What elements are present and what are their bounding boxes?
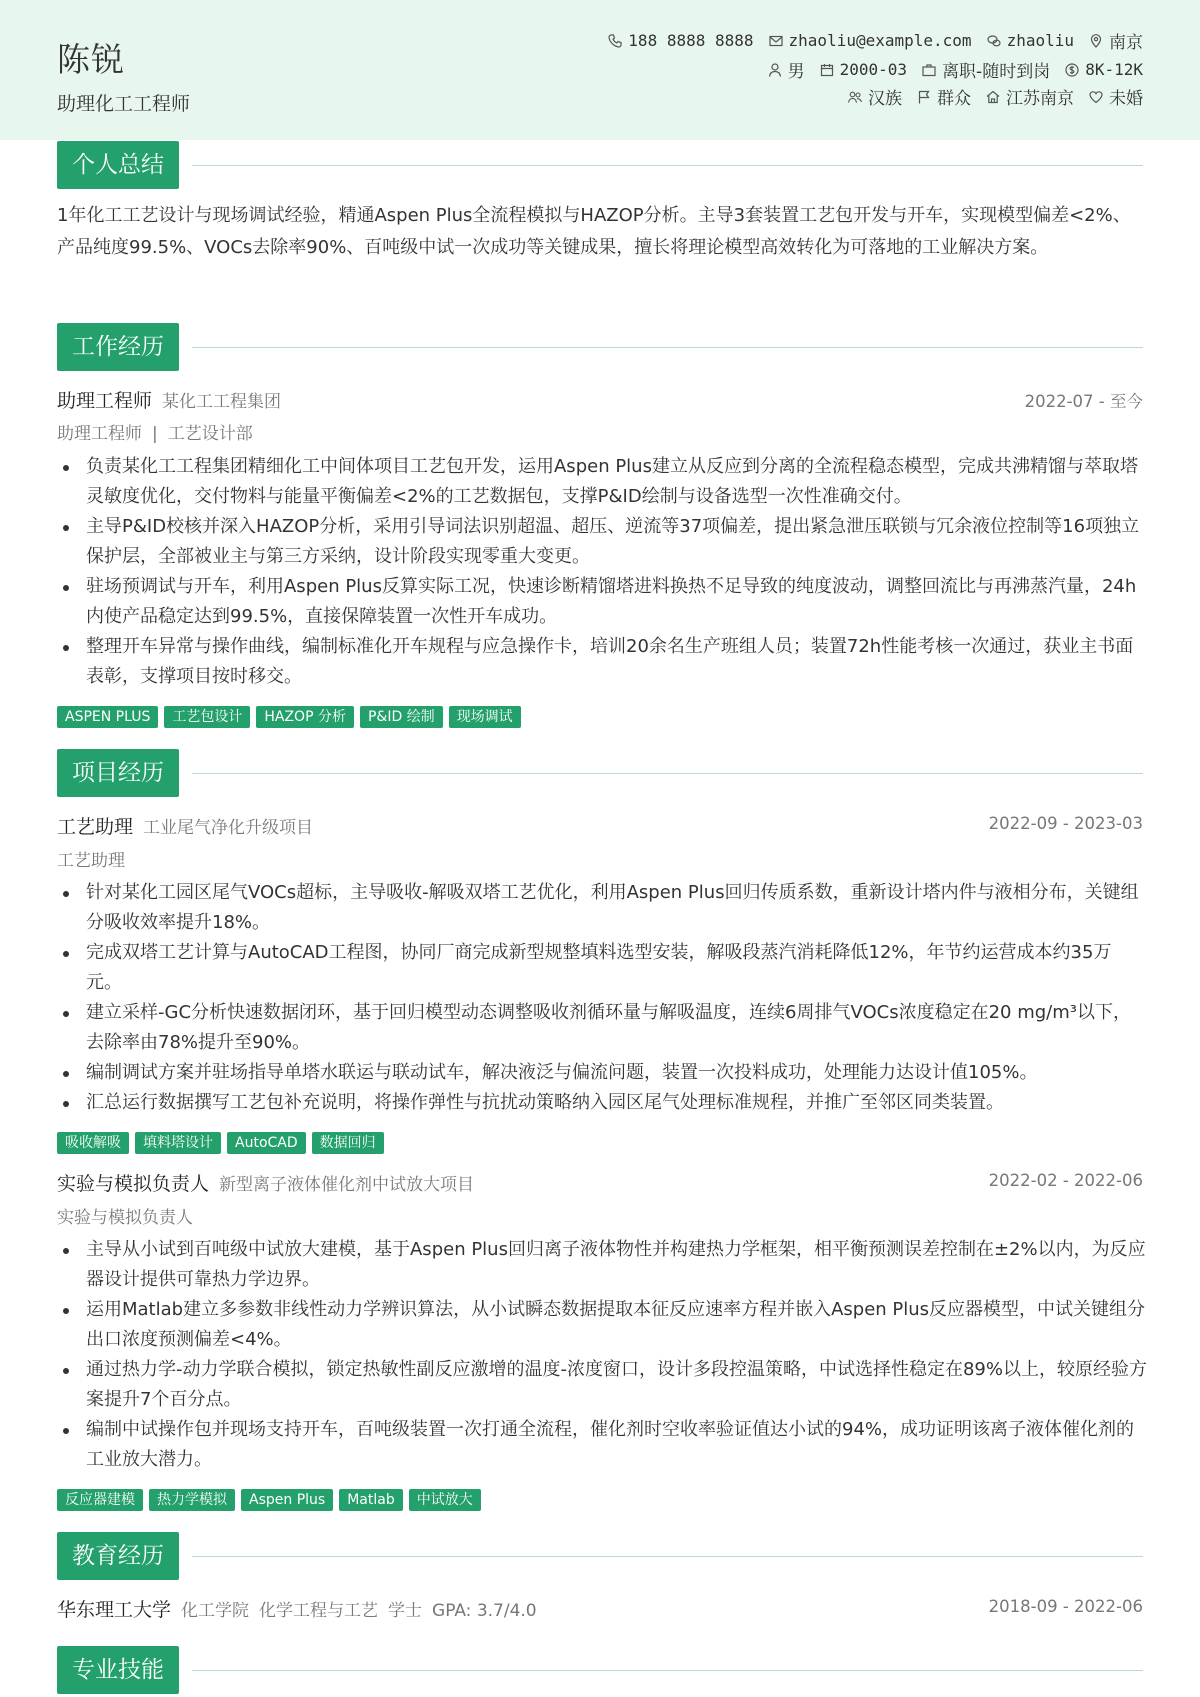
- skill-tag: 数据回归: [312, 1132, 384, 1154]
- gpa-text: GPA: 3.7/4.0: [432, 1601, 537, 1621]
- city-item: [1088, 28, 1143, 53]
- section-title: 专业技能: [57, 1646, 179, 1694]
- work-date: 2022-07 - 至今: [1024, 392, 1143, 411]
- email-item: [768, 31, 972, 50]
- work-bullets: [57, 452, 1147, 692]
- skill-tag: 工艺包设计: [164, 706, 250, 728]
- work-position: 助理工程师: [57, 390, 153, 412]
- project-date: 2022-09 - 2023-03: [988, 814, 1143, 833]
- politics-text: 群众: [937, 89, 971, 109]
- project-position: 工艺助理: [57, 816, 134, 838]
- resume-header: [0, 0, 1200, 140]
- gender-text: 男: [787, 62, 805, 82]
- gender-item: [767, 57, 805, 82]
- list-item: 整理开车异常与操作曲线，编制标准化开车规程与应急操作卡，培训20余名生产班组人员；装置72h性能考核一次通过，获业主书面表彰，支撑项目按时移交。: [57, 632, 1147, 692]
- ethnicity-text: 汉族: [868, 89, 902, 109]
- summary-text: 1年化工工艺设计与现场调试经验，精通Aspen Plus全流程模拟与HAZOP分析。主导3套装置工艺包开发与开车，实现模型偏差<2%、产品纯度99.5%、VOCs去除率90%、百吨级中试一次成功等关键成果，擅长将理论模型高效转化为可落地的工业解决方案。: [57, 205, 1131, 258]
- project-bullets: [57, 1235, 1147, 1475]
- candidate-name: 陈锐: [57, 40, 125, 79]
- project-subline: [57, 1203, 193, 1228]
- contact-row-2: [767, 57, 1143, 82]
- work-entry-head: [57, 386, 1143, 412]
- skill-tag: HAZOP 分析: [256, 706, 354, 728]
- work-company: 某化工工程集团: [162, 392, 282, 412]
- project-skill-tags: [57, 1132, 384, 1154]
- section-education: [57, 1532, 1143, 1580]
- college-name: 化工学院: [181, 1601, 250, 1621]
- salary-item: [1064, 60, 1143, 79]
- contact-row-1: [607, 28, 1143, 53]
- phone-icon: [607, 33, 623, 49]
- section-title: 项目经历: [57, 749, 179, 797]
- project-bullets: [57, 878, 1147, 1118]
- skill-tag: ASPEN PLUS: [57, 706, 158, 728]
- skill-tag: 中试放大: [409, 1489, 481, 1511]
- city-text: 南京: [1109, 33, 1143, 53]
- skill-tag: 填料塔设计: [135, 1132, 221, 1154]
- birth-text: 2000-03: [839, 60, 908, 79]
- heart-icon: [1088, 89, 1104, 105]
- work-skill-tags: [57, 706, 521, 728]
- salary-text: 8K-12K: [1085, 60, 1143, 79]
- list-item: 编制调试方案并驻场指导单塔水联运与联动试车，解决液泛与偏流问题，装置一次投料成功，处理能力达设计值105%。: [57, 1058, 1147, 1088]
- project-subline: [57, 846, 125, 871]
- work-department: 工艺设计部: [167, 424, 253, 444]
- list-item: 完成双塔工艺计算与AutoCAD工程图，协同厂商完成新型规整填料选型安装，解吸段蒸汽消耗降低12%，年节约运营成本约35万元。: [57, 938, 1147, 998]
- hometown-item: [985, 84, 1074, 109]
- briefcase-icon: [921, 62, 937, 78]
- skill-tag: 热力学模拟: [149, 1489, 235, 1511]
- project-entry-head: [57, 1169, 1143, 1195]
- politics-item: [916, 84, 971, 109]
- project-sub-role: 工艺助理: [57, 851, 125, 871]
- section-divider: [192, 773, 1143, 774]
- section-title: 工作经历: [57, 323, 179, 371]
- work-sub-role: 助理工程师: [57, 424, 142, 444]
- project-name: 新型离子液体催化剂中试放大项目: [219, 1175, 475, 1195]
- section-divider: [192, 1556, 1143, 1557]
- project-sub-role: 实验与模拟负责人: [57, 1208, 193, 1228]
- project-entry-head: [57, 812, 1143, 838]
- section-divider: [192, 165, 1143, 166]
- list-item: 主导P&ID校核并深入HAZOP分析，采用引导词法识别超温、超压、逆流等37项偏差，提出紧急泄压联锁与冗余液位控制等16项独立保护层，全部被业主与第三方采纳，设计阶段实现零重大变更。: [57, 512, 1147, 572]
- candidate-role: 助理化工工程师: [57, 93, 191, 115]
- section-work: [57, 323, 1143, 371]
- skill-tag: 反应器建模: [57, 1489, 143, 1511]
- home-icon: [985, 89, 1001, 105]
- phone-text: 188 8888 8888: [628, 31, 754, 50]
- list-item: 针对某化工园区尾气VOCs超标，主导吸收-解吸双塔工艺优化，利用Aspen Plus回归传质系数，重新设计塔内件与液相分布，关键组分吸收效率提升18%。: [57, 878, 1147, 938]
- list-item: 运用Matlab建立多参数非线性动力学辨识算法，从小试瞬态数据提取本征反应速率方程并嵌入Aspen Plus反应器模型，中试关键组分出口浓度预测偏差<4%。: [57, 1295, 1147, 1355]
- list-item: 汇总运行数据撰写工艺包补充说明，将操作弹性与抗扰动策略纳入园区尾气处理标准规程，并推广至邻区同类装置。: [57, 1088, 1147, 1118]
- list-item: 主导从小试到百吨级中试放大建模，基于Aspen Plus回归离子液体物性并构建热力学框架，相平衡预测误差控制在±2%以内，为反应器设计提供可靠热力学边界。: [57, 1235, 1147, 1295]
- section-divider: [192, 1670, 1143, 1671]
- marital-item: [1088, 84, 1143, 109]
- section-skills: [57, 1646, 1143, 1694]
- project-skill-tags: [57, 1489, 481, 1511]
- flag-icon: [916, 89, 932, 105]
- skill-tag: Matlab: [339, 1489, 403, 1511]
- skill-tag: AutoCAD: [227, 1132, 306, 1154]
- project-name: 工业尾气净化升级项目: [143, 818, 314, 838]
- status-item: [921, 57, 1050, 82]
- education-date: 2018-09 - 2022-06: [988, 1597, 1143, 1616]
- wechat-item: [986, 31, 1074, 50]
- birth-item: [819, 60, 907, 79]
- phone-item: [607, 31, 753, 50]
- location-pin-icon: [1088, 33, 1104, 49]
- contact-row-3: [847, 84, 1143, 109]
- project-date: 2022-02 - 2022-06: [988, 1171, 1143, 1190]
- list-item: 建立采样-GC分析快速数据闭环，基于回归模型动态调整吸收剂循环量与解吸温度，连续6周排气VOCs浓度稳定在20 mg/m³以下，去除率由78%提升至90%。: [57, 998, 1147, 1058]
- email-text: zhaoliu@example.com: [788, 31, 972, 50]
- coin-icon: [1064, 62, 1080, 78]
- status-text: 离职-随时到岗: [942, 62, 1051, 82]
- wechat-icon: [986, 33, 1002, 49]
- section-title: 个人总结: [57, 141, 179, 189]
- skill-tag: 现场调试: [449, 706, 521, 728]
- marital-text: 未婚: [1109, 89, 1143, 109]
- major-name: 化学工程与工艺: [259, 1601, 379, 1621]
- list-item: 通过热力学-动力学联合模拟，锁定热敏性副反应激增的温度-浓度窗口，设计多段控温策略，中试选择性稳定在89%以上，较原经验方案提升7个百分点。: [57, 1355, 1147, 1415]
- wechat-text: zhaoliu: [1006, 31, 1074, 50]
- education-entry: [57, 1595, 1143, 1621]
- users-icon: [847, 89, 863, 105]
- hometown-text: 江苏南京: [1006, 89, 1074, 109]
- skill-tag: 吸收解吸: [57, 1132, 129, 1154]
- section-title: 教育经历: [57, 1532, 179, 1580]
- work-subline: [57, 419, 253, 444]
- calendar-icon: [819, 62, 835, 78]
- section-projects: [57, 749, 1143, 797]
- work-sub-separator: |: [152, 424, 158, 444]
- list-item: 驻场预调试与开车，利用Aspen Plus反算实际工况，快速诊断精馏塔进料换热不足导致的纯度波动，调整回流比与再沸蒸汽量，24h内使产品稳定达到99.5%，直接保障装置一次性开车成功。: [57, 572, 1147, 632]
- list-item: 编制中试操作包并现场支持开车，百吨级装置一次打通全流程，催化剂时空收率验证值达小试的94%，成功证明该离子液体催化剂的工业放大潜力。: [57, 1415, 1147, 1475]
- mail-icon: [768, 33, 784, 49]
- ethnicity-item: [847, 84, 902, 109]
- section-summary: [57, 141, 1143, 189]
- school-name: 华东理工大学: [57, 1599, 172, 1621]
- skill-tag: P&ID 绘制: [360, 706, 443, 728]
- user-icon: [767, 62, 783, 78]
- project-position: 实验与模拟负责人: [57, 1173, 210, 1195]
- list-item: 负责某化工工程集团精细化工中间体项目工艺包开发，运用Aspen Plus建立从反应到分离的全流程稳态模型，完成共沸精馏与萃取塔灵敏度优化，交付物料与能量平衡偏差<2%的工艺数据包，支撑P&ID绘制与设备选型一次性准确交付。: [57, 452, 1147, 512]
- skill-tag: Aspen Plus: [241, 1489, 333, 1511]
- degree-text: 学士: [388, 1601, 423, 1621]
- section-divider: [192, 347, 1143, 348]
